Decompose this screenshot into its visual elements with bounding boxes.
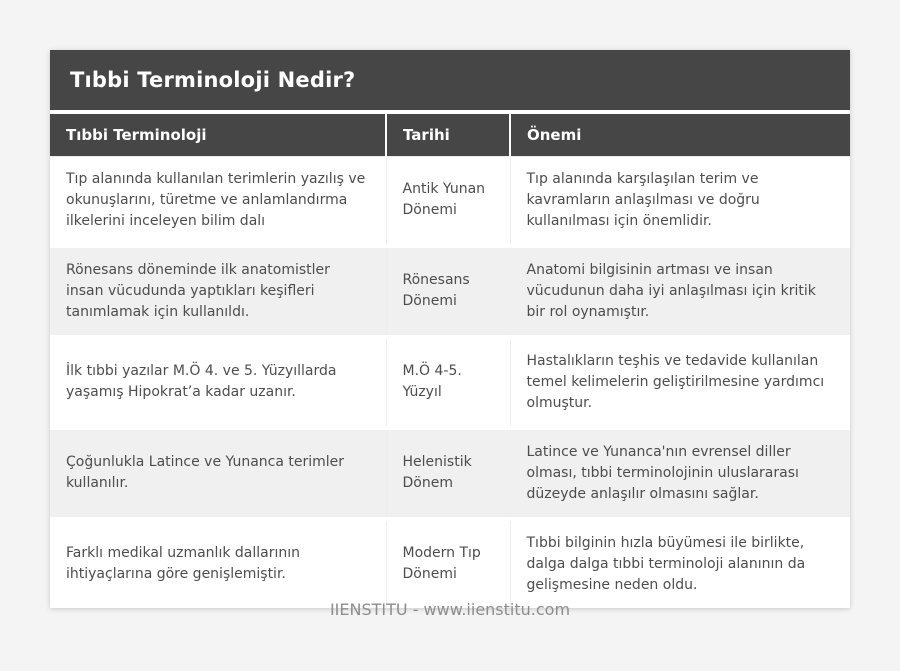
table-row <box>50 246 850 337</box>
table-row <box>50 156 850 246</box>
terminology-card <box>50 50 850 608</box>
cell-period: Helenistik Dönem <box>386 428 510 519</box>
footer-credit: IIENSTITU - www.iienstitu.com <box>329 600 571 619</box>
table-header-row <box>50 114 850 156</box>
terminology-table <box>50 114 850 608</box>
cell-importance: Latince ve Yunanca'nın evrensel diller olması, tıbbi terminolojinin uluslararası düzeyde anlaşılır olmasını sağlar. <box>510 428 850 519</box>
cell-importance: Tıbbi bilginin hızla büyümesi ile birlikte, dalga dalga tıbbi terminoloji alanının da gelişmesine neden oldu. <box>510 519 850 608</box>
cell-period: M.Ö 4-5. Yüzyıl <box>386 337 510 428</box>
cell-terminology: İlk tıbbi yazılar M.Ö 4. ve 5. Yüzyıllarda yaşamış Hipokrat’a kadar uzanır. <box>50 337 386 428</box>
column-header-importance: Önemi <box>510 114 850 156</box>
cell-terminology: Tıp alanında kullanılan terimlerin yazılış ve okunuşlarını, türetme ve anlamlandırma ilkelerini inceleyen bilim dalı <box>50 156 386 246</box>
cell-importance: Anatomi bilgisinin artması ve insan vücudunun daha iyi anlaşılması için kritik bir rol oynamıştır. <box>510 246 850 337</box>
cell-terminology: Rönesans döneminde ilk anatomistler insan vücudunda yaptıkları keşifleri tanımlamak için kullanıldı. <box>50 246 386 337</box>
cell-importance: Hastalıkların teşhis ve tedavide kullanılan temel kelimelerin geliştirilmesine yardımcı olmuştur. <box>510 337 850 428</box>
page-title: Tıbbi Terminoloji Nedir? <box>50 50 850 114</box>
cell-period: Rönesans Dönemi <box>386 246 510 337</box>
table-row <box>50 337 850 428</box>
cell-terminology: Farklı medikal uzmanlık dallarının ihtiyaçlarına göre genişlemiştir. <box>50 519 386 608</box>
table-row <box>50 519 850 608</box>
cell-period: Modern Tıp Dönemi <box>386 519 510 608</box>
column-header-terminology: Tıbbi Terminoloji <box>50 114 386 156</box>
cell-period: Antik Yunan Dönemi <box>386 156 510 246</box>
column-header-period: Tarihi <box>386 114 510 156</box>
cell-terminology: Çoğunlukla Latince ve Yunanca terimler kullanılır. <box>50 428 386 519</box>
cell-importance: Tıp alanında karşılaşılan terim ve kavramların anlaşılması ve doğru kullanılması için önemlidir. <box>510 156 850 246</box>
table-row <box>50 428 850 519</box>
